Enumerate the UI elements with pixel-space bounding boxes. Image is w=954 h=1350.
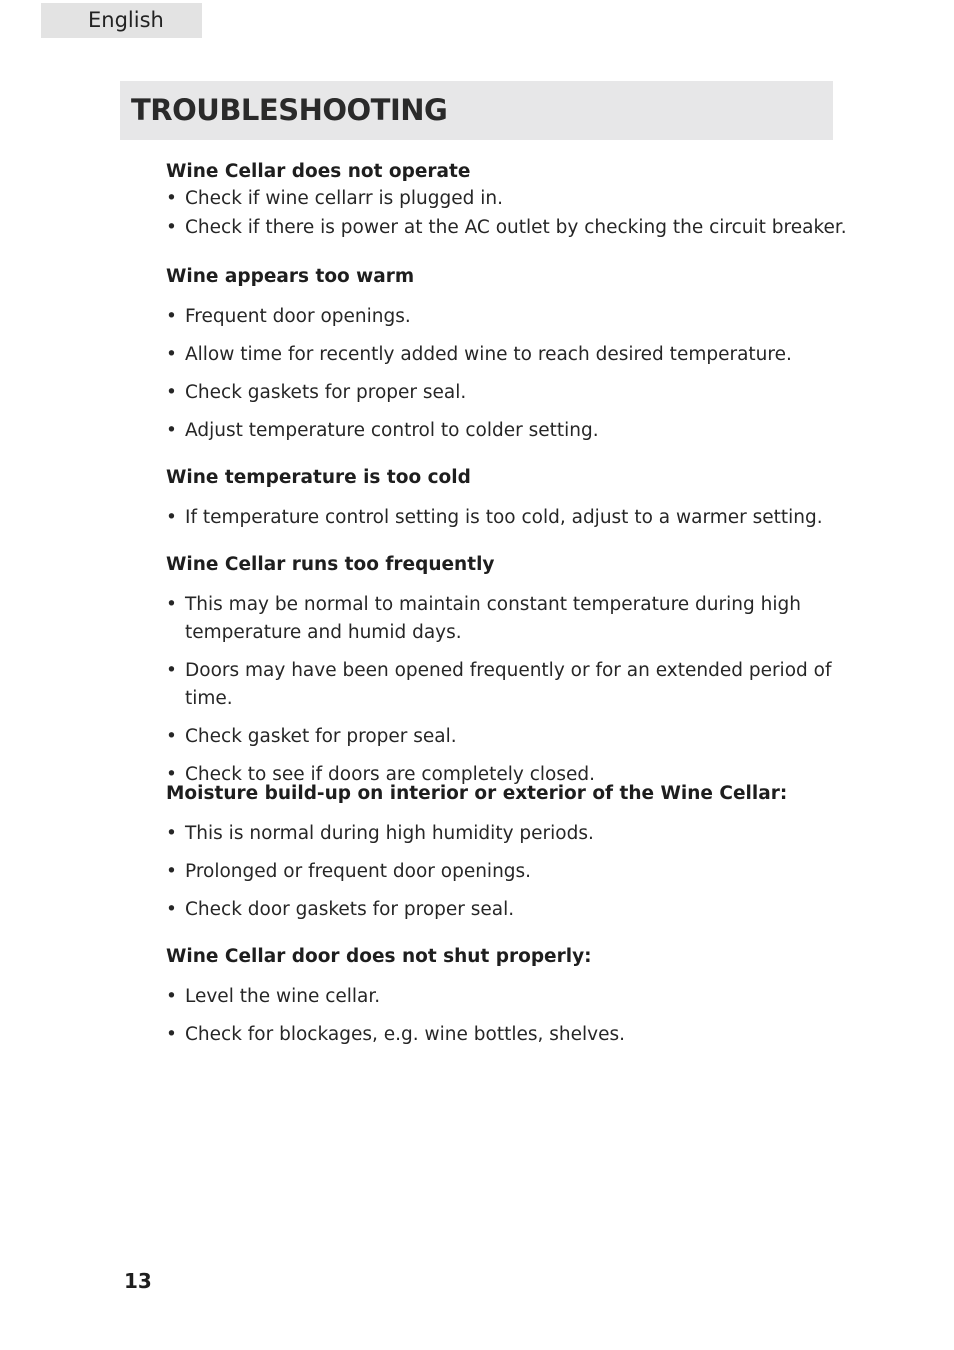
section-list bbox=[166, 591, 866, 789]
language-tab: English bbox=[41, 3, 202, 38]
list-item: • Check door gaskets for proper seal. bbox=[166, 896, 866, 924]
list-item: • Check gaskets for proper seal. bbox=[166, 379, 866, 407]
list-item: • Allow time for recently added wine to reach desired temperature. bbox=[166, 341, 866, 369]
list-item: • Prolonged or frequent door openings. bbox=[166, 858, 866, 886]
page-number: 13 bbox=[124, 1269, 152, 1293]
section-heading: Wine temperature is too cold bbox=[166, 467, 471, 488]
list-item: • Frequent door openings. bbox=[166, 303, 866, 331]
list-item: • This may be normal to maintain constant temperature during high temperature and humid days. bbox=[166, 591, 866, 647]
section-list bbox=[166, 820, 866, 924]
list-item: • Check for blockages, e.g. wine bottles, shelves. bbox=[166, 1021, 866, 1049]
list-item: • Check if wine cellarr is plugged in. bbox=[166, 185, 866, 213]
section-list bbox=[166, 185, 866, 242]
list-item: • If temperature control setting is too cold, adjust to a warmer setting. bbox=[166, 504, 866, 532]
section-runs-too-frequently bbox=[166, 553, 866, 789]
section-list bbox=[166, 983, 866, 1049]
list-item: • Doors may have been opened frequently or for an extended period of time. bbox=[166, 657, 866, 713]
title-banner bbox=[120, 81, 833, 140]
list-item: • Check if there is power at the AC outlet by checking the circuit breaker. bbox=[166, 214, 866, 242]
section-heading: Wine Cellar does not operate bbox=[166, 161, 471, 182]
section-moisture-build-up bbox=[166, 782, 866, 924]
section-heading: Wine Cellar door does not shut properly: bbox=[166, 946, 592, 967]
section-list bbox=[166, 504, 866, 532]
section-too-cold bbox=[166, 466, 866, 532]
list-item: • This is normal during high humidity periods. bbox=[166, 820, 866, 848]
section-heading: Moisture build-up on interior or exterior of the Wine Cellar: bbox=[166, 783, 788, 804]
list-item: • Check gasket for proper seal. bbox=[166, 723, 866, 751]
page-title: TROUBLESHOOTING bbox=[131, 93, 448, 127]
section-too-warm bbox=[166, 265, 866, 445]
list-item: • Check to see if doors are completely closed. bbox=[166, 761, 866, 789]
section-heading: Wine appears too warm bbox=[166, 266, 415, 287]
section-does-not-operate bbox=[166, 160, 866, 242]
list-item: • Level the wine cellar. bbox=[166, 983, 866, 1011]
section-heading: Wine Cellar runs too frequently bbox=[166, 554, 495, 575]
section-door-does-not-shut bbox=[166, 945, 866, 1049]
list-item: • Adjust temperature control to colder setting. bbox=[166, 417, 866, 445]
section-list bbox=[166, 303, 866, 445]
